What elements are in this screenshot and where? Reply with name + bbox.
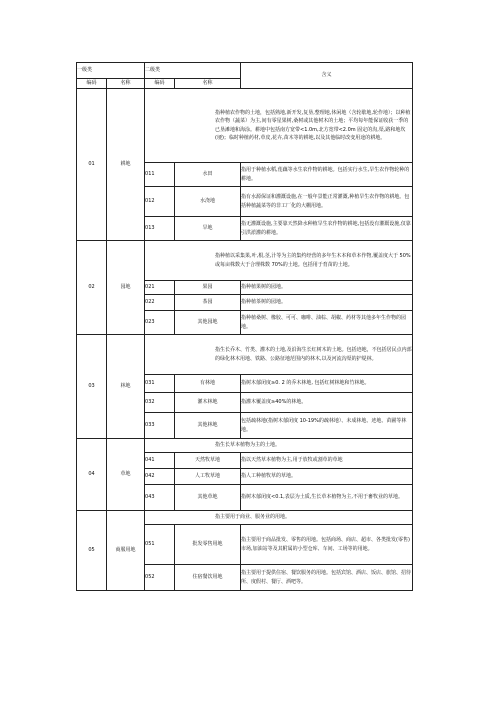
level1-code: 03 (77, 335, 107, 439)
level1-definition: 指生长草本植物为主的土地。 (145, 439, 413, 453)
header-level2-name: 名称 (175, 79, 241, 89)
level1-definition: 指种植以采集果,叶,根,茎,汁等为主的集约经营的多年生木本和草本作物,覆盖度大于 50%或每亩株数大于合理株数 70%的土地。包括用于育苗的土地。 (145, 241, 413, 281)
level2-code: 032 (145, 393, 175, 413)
level2-definition: 指树木郁闭度<0.1,表层为土质,生长草本植物为主,不用于畜牧业的草地。 (241, 485, 413, 511)
level2-name: 住宿餐饮用地 (175, 565, 241, 591)
level1-name: 草地 (107, 439, 145, 511)
level2-code: 012 (145, 187, 175, 217)
table-row (77, 335, 413, 375)
level1-name: 园地 (107, 241, 145, 335)
level2-code: 033 (145, 413, 175, 439)
level2-name: 人工牧草地 (175, 469, 241, 485)
level2-definition: 指种植桑树、橡胶、可可、咖啡、油棕、胡椒、药材等其他多年生作物的园地。 (241, 311, 413, 335)
level2-code: 043 (145, 485, 175, 511)
level2-code: 051 (145, 525, 175, 565)
level2-definition: 包括疏林地(指树木郁闭度 10-19%的疏林地）、未成林地、迹地、苗圃等林地。 (241, 413, 413, 439)
level1-definition: 指主要用于商业、服务业的用地。 (145, 511, 413, 525)
level2-definition: 指主要用于商品批发、零售的用地。包括商场、商店、超市、各类批发(零售)市场,加油站等及其附属的小型仓库、车间、工场等的用地。 (241, 525, 413, 565)
level2-definition: 指种植果树的园地。 (241, 281, 413, 295)
header-level2-code: 编码 (145, 79, 175, 89)
level1-code: 04 (77, 439, 107, 511)
table-row (77, 439, 413, 453)
level2-code: 042 (145, 469, 175, 485)
level2-name: 旱地 (175, 217, 241, 241)
level2-name: 茶园 (175, 295, 241, 311)
header-level1-code: 编码 (77, 79, 107, 89)
level2-definition: 指树木郁闭度≥0. 2 的乔木林地, 包括红树林地和竹林地。 (241, 375, 413, 393)
level1-name: 商服用地 (107, 511, 145, 591)
level2-name: 天然牧草地 (175, 453, 241, 469)
level2-code: 021 (145, 281, 175, 295)
level1-code: 05 (77, 511, 107, 591)
level1-name: 耕地 (107, 89, 145, 241)
level1-code: 02 (77, 241, 107, 335)
header-level1: 一级类 (77, 63, 145, 79)
level2-code: 041 (145, 453, 175, 469)
level2-definition: 指有水源保证和灌溉设施,在一般年景能正常灌溉,种植旱生农作物的耕地。包括种植蔬菜等的非工厂化的大棚用地。 (241, 187, 413, 217)
level2-code: 011 (145, 163, 175, 187)
level2-code: 023 (145, 311, 175, 335)
level2-definition: 指以天然草本植物为主,用于放牧或割草的草地 (241, 453, 413, 469)
level2-code: 031 (145, 375, 175, 393)
header-meaning: 含义 (241, 63, 413, 89)
level2-name: 其他园地 (175, 311, 241, 335)
level2-definition: 指用于种植水稻,莲藕等水生农作物的耕地。包括实行水生,旱生农作物轮种的耕地。 (241, 163, 413, 187)
level2-definition: 指种植茶树的园地。 (241, 295, 413, 311)
level1-code: 01 (77, 89, 107, 241)
level1-definition: 指生长乔木、竹类、灌木的土地,及沿海生长红树木的土地。包括迹地，不包括居民点内部的绿化林木用地、铁路、公路征地范围内的林木,以及河流沟渠的护堤林。 (145, 335, 413, 375)
level2-name: 水田 (175, 163, 241, 187)
level2-definition: 指无灌溉设施,主要靠天然降水种植旱生农作物的耕地,包括没有灌溉设施,仅靠引洪淤灌的耕地。 (241, 217, 413, 241)
level2-definition: 指主要用于提供住宿、餐饮服务的用地。包括宾馆、酒店、饭店、旅馆、招待所、度假村、餐厅、酒吧等。 (241, 565, 413, 591)
header-level1-name: 名称 (107, 79, 145, 89)
level2-name: 批发零售用地 (175, 525, 241, 565)
level2-name: 果园 (175, 281, 241, 295)
level2-name: 其他草地 (175, 485, 241, 511)
table-row (77, 241, 413, 281)
level2-code: 022 (145, 295, 175, 311)
level2-name: 水浇地 (175, 187, 241, 217)
header-level2: 二级类 (145, 63, 241, 79)
level2-definition: 指人工种植牧草的草地。 (241, 469, 413, 485)
level2-name: 灌木林地 (175, 393, 241, 413)
land-classification-table (76, 62, 413, 591)
level1-name: 林地 (107, 335, 145, 439)
level2-name: 有林地 (175, 375, 241, 393)
level1-definition: 指种植农作物的土地，包括熟地,新开发,复垦,整理地,休闲地（含轮歇地,轮作地）；以种植农作物（蔬菜）为主,间有零星果树,桑树或其他树木的土地；平均每年能保证收获一季的已垦滩地和海涂。耕地中包括南方宽带<1.0m,北方宽带<2.0m 固定的沟,渠,路和地坎(埂)；临时种植药材,草皮,花卉,苗木等的耕地,以及其他临时改变用途的耕地。 (145, 89, 413, 163)
level2-code: 013 (145, 217, 175, 241)
level2-name: 其他林地 (175, 413, 241, 439)
table-row (77, 511, 413, 525)
table-row (77, 89, 413, 163)
level2-definition: 指灌木覆盖度≥40%的林地。 (241, 393, 413, 413)
level2-code: 052 (145, 565, 175, 591)
